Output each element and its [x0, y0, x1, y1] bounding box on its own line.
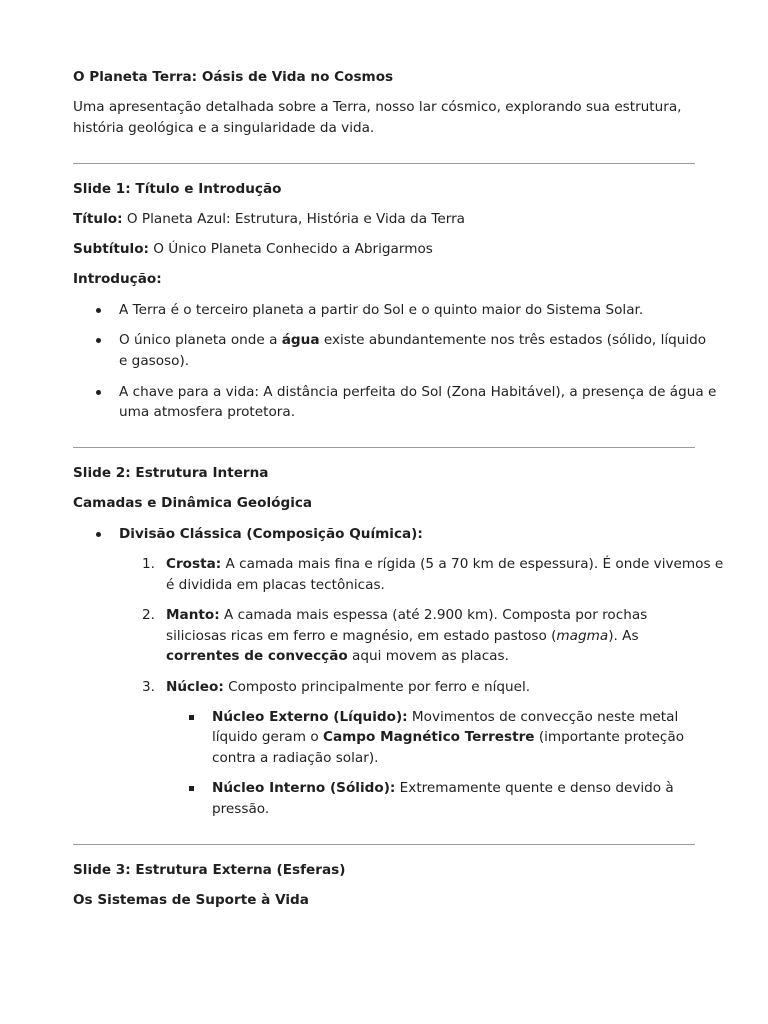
item1-label: Crosta:	[166, 556, 222, 572]
bullet-dot-icon	[96, 308, 101, 313]
item2-line3-post: aqui movem as placas.	[347, 648, 509, 664]
item1-line2: é dividida em placas tectônicas.	[166, 577, 385, 593]
bullet2-text-bold: água	[281, 332, 320, 348]
slide2-division: Divisão Clássica (Composição Química):	[119, 526, 423, 542]
bullet2-text-post: existe abundantemente nos três estados (sólido, líquido	[319, 332, 707, 348]
sub1-line2-post: (importante proteção	[534, 729, 685, 745]
sub2-label: Núcleo Interno (Sólido):	[212, 780, 396, 796]
slide3-subheading: Os Sistemas de Suporte à Vida	[73, 892, 309, 908]
sub1-text: Movimentos de convecção neste metal	[407, 709, 679, 725]
item2-label: Manto:	[166, 607, 220, 623]
bullet2-text-pre: O único planeta onde a	[119, 332, 282, 348]
intro-paragraph-line1: Uma apresentação detalhada sobre a Terra, nosso lar cósmico, explorando sua estrutura,	[73, 99, 682, 115]
bullet-dot-icon	[96, 338, 101, 343]
slide1-bullet2-line2: e gasoso).	[119, 353, 190, 369]
item2-line2-italic: magma	[556, 628, 609, 644]
item3-line1	[166, 677, 530, 698]
bullet-dot-icon	[96, 390, 101, 395]
slide1-bullet3-line2: uma atmosfera protetora.	[119, 404, 296, 420]
slide2-heading: Slide 2: Estrutura Interna	[73, 465, 269, 481]
divider	[73, 844, 695, 845]
sub2-line2: pressão.	[212, 801, 270, 817]
sub1-line2	[212, 727, 684, 748]
slide1-bullet3-line1: A chave para a vida: A distância perfeita do Sol (Zona Habitável), a presença de água e	[119, 384, 717, 400]
subtitle-value: O Único Planeta Conhecido a Abrigarmos	[148, 241, 433, 257]
item2-line2-post: ). As	[608, 628, 639, 644]
slide1-bullet1: A Terra é o terceiro planeta a partir do Sol e o quinto maior do Sistema Solar.	[119, 302, 644, 318]
item2-text: A camada mais espessa (até 2.900 km). Composta por rochas	[219, 607, 648, 623]
bullet-dot-icon	[96, 532, 101, 537]
item2-line3-bold: correntes de convecção	[166, 648, 348, 664]
title-value: O Planeta Azul: Estrutura, História e Vida da Terra	[122, 211, 465, 227]
slide2-subheading: Camadas e Dinâmica Geológica	[73, 495, 313, 511]
sub1-line1	[212, 707, 678, 728]
item2-line2	[166, 626, 639, 647]
sub1-line3: contra a radiação solar).	[212, 750, 379, 766]
sub2-text: Extremamente quente e denso devido à	[395, 780, 674, 796]
list-number: 2.	[142, 607, 155, 623]
divider	[73, 447, 695, 448]
intro-paragraph-line2: história geológica e a singularidade da vida.	[73, 120, 375, 136]
slide1-subtitle-line	[73, 239, 433, 260]
bullet-square-icon	[189, 715, 194, 720]
item3-text: Composto principalmente por ferro e níquel.	[223, 679, 531, 695]
sub2-line1	[212, 778, 674, 799]
slide3-heading: Slide 3: Estrutura Externa (Esferas)	[73, 862, 346, 878]
bullet-square-icon	[189, 786, 194, 791]
item1-line1	[166, 554, 723, 575]
item3-label: Núcleo:	[166, 679, 224, 695]
slide1-intro-label: Introdução:	[73, 271, 162, 287]
document-title: O Planeta Terra: Oásis de Vida no Cosmos	[73, 69, 394, 85]
title-label: Título:	[73, 211, 123, 227]
sub1-line2-bold: Campo Magnético Terrestre	[322, 729, 535, 745]
sub1-label: Núcleo Externo (Líquido):	[212, 709, 408, 725]
list-number: 1.	[142, 556, 155, 572]
sub1-line2-pre: líquido geram o	[212, 729, 323, 745]
item2-line2-pre: siliciosas ricas em ferro e magnésio, em estado pastoso (	[166, 628, 557, 644]
slide1-heading: Slide 1: Título e Introdução	[73, 181, 282, 197]
subtitle-label: Subtítulo:	[73, 241, 149, 257]
slide1-title-line	[73, 209, 465, 230]
divider	[73, 163, 695, 164]
item2-line1	[166, 605, 647, 626]
item2-line3	[166, 646, 509, 667]
list-number: 3.	[142, 679, 155, 695]
item1-text: A camada mais fina e rígida (5 a 70 km de espessura). É onde vivemos e	[221, 556, 724, 572]
slide1-bullet2-line1	[119, 330, 706, 351]
